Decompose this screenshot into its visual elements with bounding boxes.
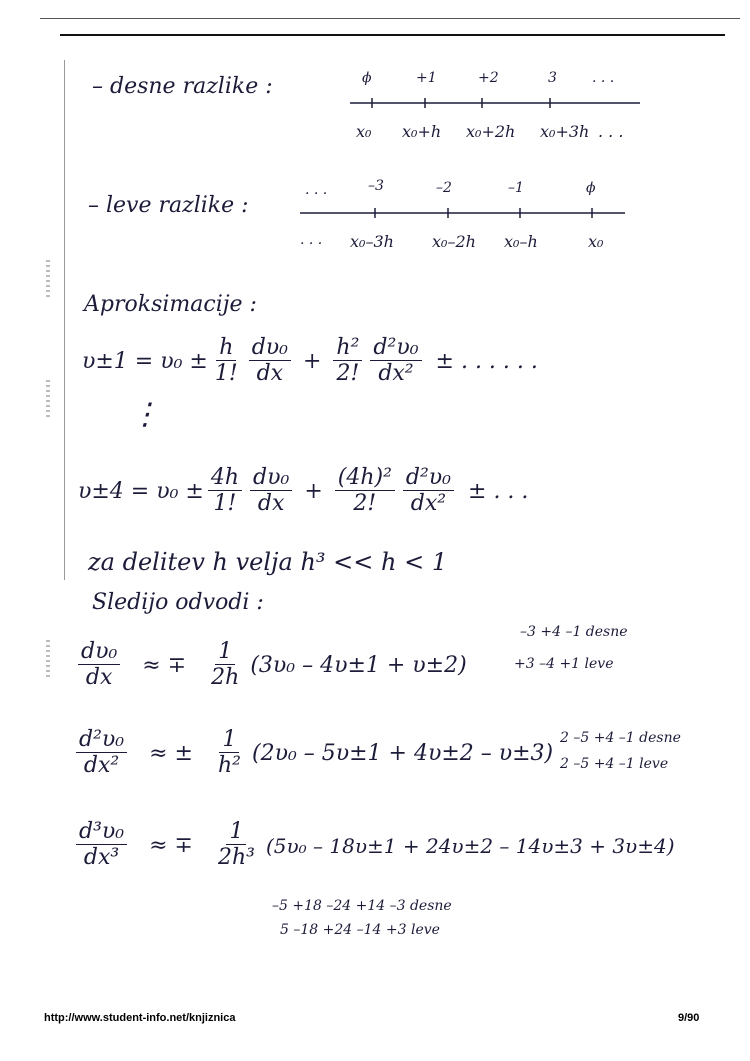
second-derivative-formula [72,728,553,780]
forward-index-1: +1 [416,70,437,86]
eq1-d1-num: dυ₀ [249,336,291,361]
first-derivative-formula [74,640,467,692]
d2-den: dx² [83,753,120,779]
plus-sign: + [302,349,322,375]
d1-coeffs-leve: +3 –4 +1 leve [514,656,614,672]
eq1-f2-den: 2! [336,361,360,387]
forward-index-2: +2 [478,70,499,86]
d1-sign: ≈ ∓ [142,653,187,679]
d3-coef-den: 2h³ [217,845,255,871]
eq2-d2-num: d²υ₀ [403,466,454,491]
d2-coef-num: 1 [219,728,239,753]
footer-url[interactable]: http://www.student-info.net/knjiznica [44,1012,236,1024]
backward-point-2: x₀–2h [432,232,476,251]
d2-sign: ≈ ± [149,741,193,767]
d3-body: (5υ₀ – 18υ±1 + 24υ±2 – 14υ±3 + 3υ±4) [265,833,675,858]
d3-coeffs-desne: –5 +18 –24 +14 –3 desne [272,898,452,914]
forward-number-line [350,103,640,113]
backward-index-1: –3 [368,178,384,194]
vertical-ellipsis: ⋮ [130,397,160,432]
backward-index-0: . . . [305,182,328,198]
d1-coef-num: 1 [215,640,235,665]
eq1-tail: ± . . . . . . [435,349,538,375]
backward-point-0: . . . [300,232,323,248]
page-number: 9/90 [678,1012,700,1024]
eq2-f2-num: (4h)² [335,466,395,491]
d2-coeffs-desne: 2 –5 +4 –1 desne [560,730,681,746]
d3-coef-num: 1 [226,820,246,845]
scan-noise [46,380,50,420]
derivatives-heading: Sledijo odvodi : [92,590,264,615]
d2-body: (2υ₀ – 5υ±1 + 4υ±2 – υ±3) [251,741,554,767]
d1-coeffs-desne: –3 +4 –1 desne [520,624,628,640]
eq2-d2-den: dx² [410,491,447,517]
backward-index-3: –1 [508,180,524,196]
backward-index-4: ϕ [586,180,596,196]
eq1-d1-den: dx [256,361,284,387]
approximations-heading: Aproksimacije : [84,292,257,317]
eq1-lhs: υ±1 = υ₀ ± [82,349,208,375]
backward-point-1: x₀–3h [350,232,394,251]
eq1-d2-num: d²υ₀ [370,336,421,361]
forward-point-1: x₀+h [402,122,442,141]
d2-num: d²υ₀ [76,728,127,753]
eq2-tail: ± . . . [468,479,529,505]
d1-den: dx [85,665,113,691]
step-size-condition: za delitev h velja h³ << h < 1 [88,548,448,576]
taylor-equation-1 [82,336,538,388]
backward-point-3: x₀–h [504,232,538,251]
eq2-f1-den: 1! [213,491,237,517]
backward-index-2: –2 [436,180,452,196]
eq2-d1-den: dx [257,491,285,517]
third-derivative-formula [72,820,675,872]
forward-point-3: x₀+3h [540,122,590,141]
eq2-lhs: υ±4 = υ₀ ± [78,479,204,505]
d1-body: (3υ₀ – 4υ±1 + υ±2) [250,653,467,679]
forward-index-4: . . . [592,70,615,86]
forward-differences-label: – desne razlike : [92,74,273,99]
d3-coeffs-leve: 5 –18 +24 –14 +3 leve [280,922,440,938]
header-rule [60,34,725,36]
top-scan-edge [40,18,740,19]
d3-num: d³υ₀ [76,820,127,845]
margin-line [64,60,65,580]
backward-differences-label: – leve razlike : [88,193,249,218]
forward-point-2: x₀+2h [466,122,516,141]
forward-index-0: ϕ [362,70,372,86]
eq1-f2-num: h² [333,336,362,361]
d2-coeffs-leve: 2 –5 +4 –1 leve [560,756,669,772]
backward-point-4: x₀ [588,232,604,251]
d3-sign: ≈ ∓ [149,833,193,859]
taylor-equation-2 [78,466,528,518]
eq2-d1-num: dυ₀ [250,466,292,491]
d2-coef-den: h² [217,753,241,779]
d1-coef-den: 2h [211,665,240,691]
forward-point-0: x₀ [356,122,372,141]
d3-den: dx³ [83,845,120,871]
eq1-f1-num: h [216,336,236,361]
backward-number-line [300,213,625,223]
eq1-f1-den: 1! [214,361,238,387]
eq2-f2-den: 2! [353,491,377,517]
scan-noise [46,640,50,680]
forward-index-3: 3 [548,70,557,86]
scan-noise [46,260,50,300]
forward-point-4: . . . [598,122,624,141]
eq2-f1-num: 4h [208,466,242,491]
plus-sign: + [304,479,323,505]
eq1-d2-den: dx² [378,361,414,387]
d1-num: dυ₀ [78,640,120,665]
